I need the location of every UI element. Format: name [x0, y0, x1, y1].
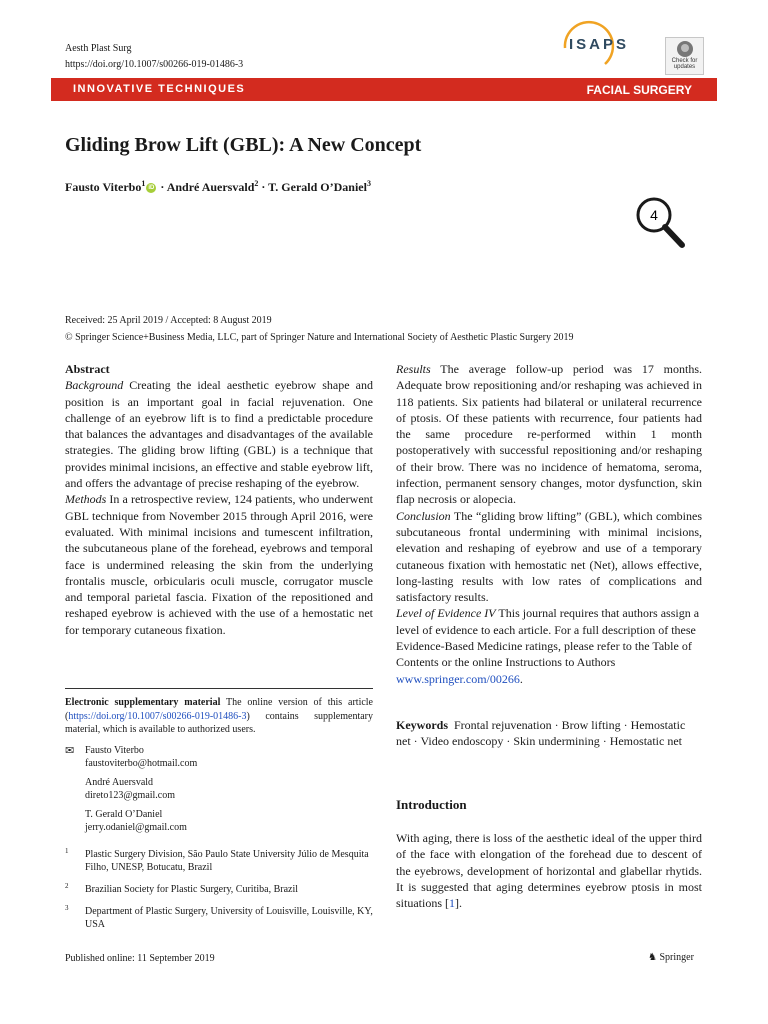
- contacts-section: [65, 744, 373, 940]
- evidence-magnifier-icon: [630, 195, 690, 255]
- affiliation-number: 1: [65, 847, 69, 855]
- check-for-updates-badge[interactable]: [665, 37, 704, 75]
- introduction-text: With aging, there is loss of the aesthetic ideal of the upper third of the face with elongation of the forehead due to descent of the eyebrows, development of horizontal and glabellar rhytids. It is suggested that aging determines eyebrow ptosis in most situations [: [396, 831, 702, 911]
- envelope-icon: ✉: [65, 745, 75, 757]
- abstract-right-column: [396, 361, 702, 687]
- level-label: Level of Evidence IV: [396, 606, 496, 621]
- results-text: The average follow-up period was 17 months. Adequate brow repositioning and/or reshaping was achieved in 118 patients. Six patients had bilateral or unilateral recurrence of ptosis. Of these patients with recurrence, four patients had the same procedure re-performed within 1 month postoperatively with successful repositioning and/or reshaping of their brow. There was no incidence of hematoma, seroma, infection, permanent sensory changes, motor dysfunction, skin flap necrosis or alopecia.: [396, 362, 702, 507]
- contact-email[interactable]: faustoviterbo@hotmail.com: [85, 758, 198, 769]
- author-3[interactable]: T. Gerald O’Daniel: [268, 180, 367, 194]
- author-list: [65, 179, 371, 195]
- badge-line-2: updates: [673, 64, 696, 70]
- contact-email[interactable]: direto123@gmail.com: [85, 790, 176, 801]
- affiliation-number: 2: [65, 882, 69, 890]
- author-2-affiliation: 2: [254, 179, 259, 188]
- author-3-affiliation: 3: [366, 179, 371, 188]
- abstract-results: [396, 361, 702, 508]
- methods-label: Methods: [65, 492, 107, 507]
- affiliation-number: 3: [65, 904, 69, 912]
- isaps-logo: [557, 18, 647, 70]
- supplement-label: Electronic supplementary material: [65, 697, 221, 708]
- badge-line-1: Check for: [671, 58, 698, 64]
- contact-entry: [85, 776, 373, 802]
- supplement-link[interactable]: https://doi.org/10.1007/s00266-019-01486-3: [68, 710, 247, 722]
- contact-entry: [85, 808, 373, 834]
- article-dates: [65, 312, 574, 346]
- abstract-heading: Abstract: [65, 362, 110, 376]
- introduction-end: ].: [455, 896, 462, 911]
- results-label: Results: [396, 362, 431, 376]
- abstract-level: [396, 605, 702, 686]
- affiliation-text: Plastic Surgery Division, São Paulo State University Júlio de Mesquita Filho, UNESP, Botucatu, Brazil: [85, 849, 369, 873]
- affiliation: [65, 883, 373, 896]
- section-right: FACIAL SURGERY: [586, 83, 692, 97]
- affiliation: [65, 905, 373, 931]
- methods-text: In a retrospective review, 124 patients, who underwent GBL technique from November 2015 through April 2016, were evaluated. With minimal incisions and tumescent infiltration, the subcutaneous plane of the forehead, eyebrows and temporal face is undermined releasing the skin from the underlying frontalis muscle, orbicularis oculi muscle, corrugator muscle and temporal parietal fascia. Fixation of the repositioned and reshaped eyebrow is achieved with the use of a hemostatic net for temporary cutaneous fixation.: [65, 492, 373, 637]
- author-separator: ·: [157, 180, 167, 194]
- section-banner: [51, 78, 717, 101]
- copyright: © Springer Science+Business Media, LLC, part of Springer Nature and International Society of Aesthetic Plastic Surgery 2019: [65, 332, 574, 343]
- abstract-methods: [65, 491, 373, 638]
- author-2[interactable]: André Auersvald: [166, 180, 255, 194]
- affiliation-text: Department of Plastic Surgery, University of Louisville, Louisville, KY, USA: [85, 906, 373, 930]
- author-separator: ·: [258, 180, 269, 194]
- abstract-left-column: [65, 361, 373, 638]
- isaps-wordmark: ISAPS: [569, 36, 630, 53]
- author-1[interactable]: Fausto Viterbo: [65, 180, 142, 194]
- introduction-paragraph: [396, 830, 702, 911]
- journal-name: Aesth Plast Surg: [65, 43, 132, 54]
- contact-name: André Auersvald: [85, 777, 154, 788]
- contact-name: T. Gerald O’Daniel: [85, 809, 163, 820]
- affiliation: [65, 848, 373, 874]
- doi-link[interactable]: https://doi.org/10.1007/s00266-019-01486-3: [65, 59, 244, 70]
- received-date: Received: 25 April 2019 / Accepted: 8 August 2019: [65, 315, 272, 326]
- springer-logo: [648, 952, 694, 963]
- supplement-text-1: The online version of this article (: [65, 697, 373, 722]
- abstract-conclusion: [396, 508, 702, 606]
- published-date: Published online: 11 September 2019: [65, 953, 215, 964]
- keywords-text: Frontal rejuvenation · Brow lifting · Hemostatic net · Video endoscopy · Skin undermining · Hemostatic net: [396, 718, 686, 749]
- affiliation-text: Brazilian Society for Plastic Surgery, Curitiba, Brazil: [85, 884, 299, 895]
- supplement-text-2: ) contains supplementary material, which is available to authorized users.: [65, 710, 373, 735]
- supplementary-note: [65, 688, 373, 737]
- abstract-background: [65, 377, 373, 491]
- contact-email[interactable]: jerry.odaniel@gmail.com: [85, 822, 187, 833]
- keywords: [396, 717, 702, 750]
- article-title: Gliding Brow Lift (GBL): A New Concept: [65, 134, 422, 156]
- level-end: .: [519, 671, 523, 686]
- introduction-heading: Introduction: [396, 797, 467, 812]
- contact-name: Fausto Viterbo: [85, 745, 144, 756]
- publisher-name: Springer: [659, 952, 694, 963]
- background-text: Creating the ideal aesthetic eyebrow shape and position is an important goal in facial rejuvenation. One challenge of an eyebrow lift is to find a predictable procedure that balances the advantages and disadvantages of the available strategies. The gliding brow lifting (GBL) is a technique that provides minimal incisions, an effective and stable eyebrow lift, and offers the advantage of precise reshaping of the eyebrow.: [65, 378, 373, 491]
- orcid-icon[interactable]: iD: [148, 185, 155, 192]
- updates-icon: [677, 41, 693, 57]
- springer-link[interactable]: www.springer.com/00266: [396, 671, 520, 686]
- conclusion-text: The “gliding brow lifting” (GBL), which combines subcutaneous frontal undermining with minimal incisions, elevation and reshaping of eyebrow and use of a temporary cutaneous fixation with hemostatic net (Net), allows effective, long-lasting results with low rates of complications and satisfactory results.: [396, 508, 702, 605]
- journal-info: [65, 41, 243, 73]
- evidence-level: 4: [650, 207, 658, 223]
- author-1-affiliation: 1: [141, 179, 146, 188]
- conclusion-label: Conclusion: [396, 508, 451, 523]
- keywords-label: Keywords: [396, 718, 448, 732]
- springer-horse-icon: ♞: [648, 952, 657, 963]
- level-text: This journal requires that authors assign a level of evidence to each article. For a full description of these Evidence-Based Medicine ratings, please refer to the Table of Contents or the online Instructions to Authors: [396, 606, 700, 670]
- contact-entry: [85, 744, 373, 770]
- section-left: INNOVATIVE TECHNIQUES: [73, 83, 246, 95]
- reference-link[interactable]: 1: [449, 896, 455, 911]
- background-label: Background: [65, 378, 124, 393]
